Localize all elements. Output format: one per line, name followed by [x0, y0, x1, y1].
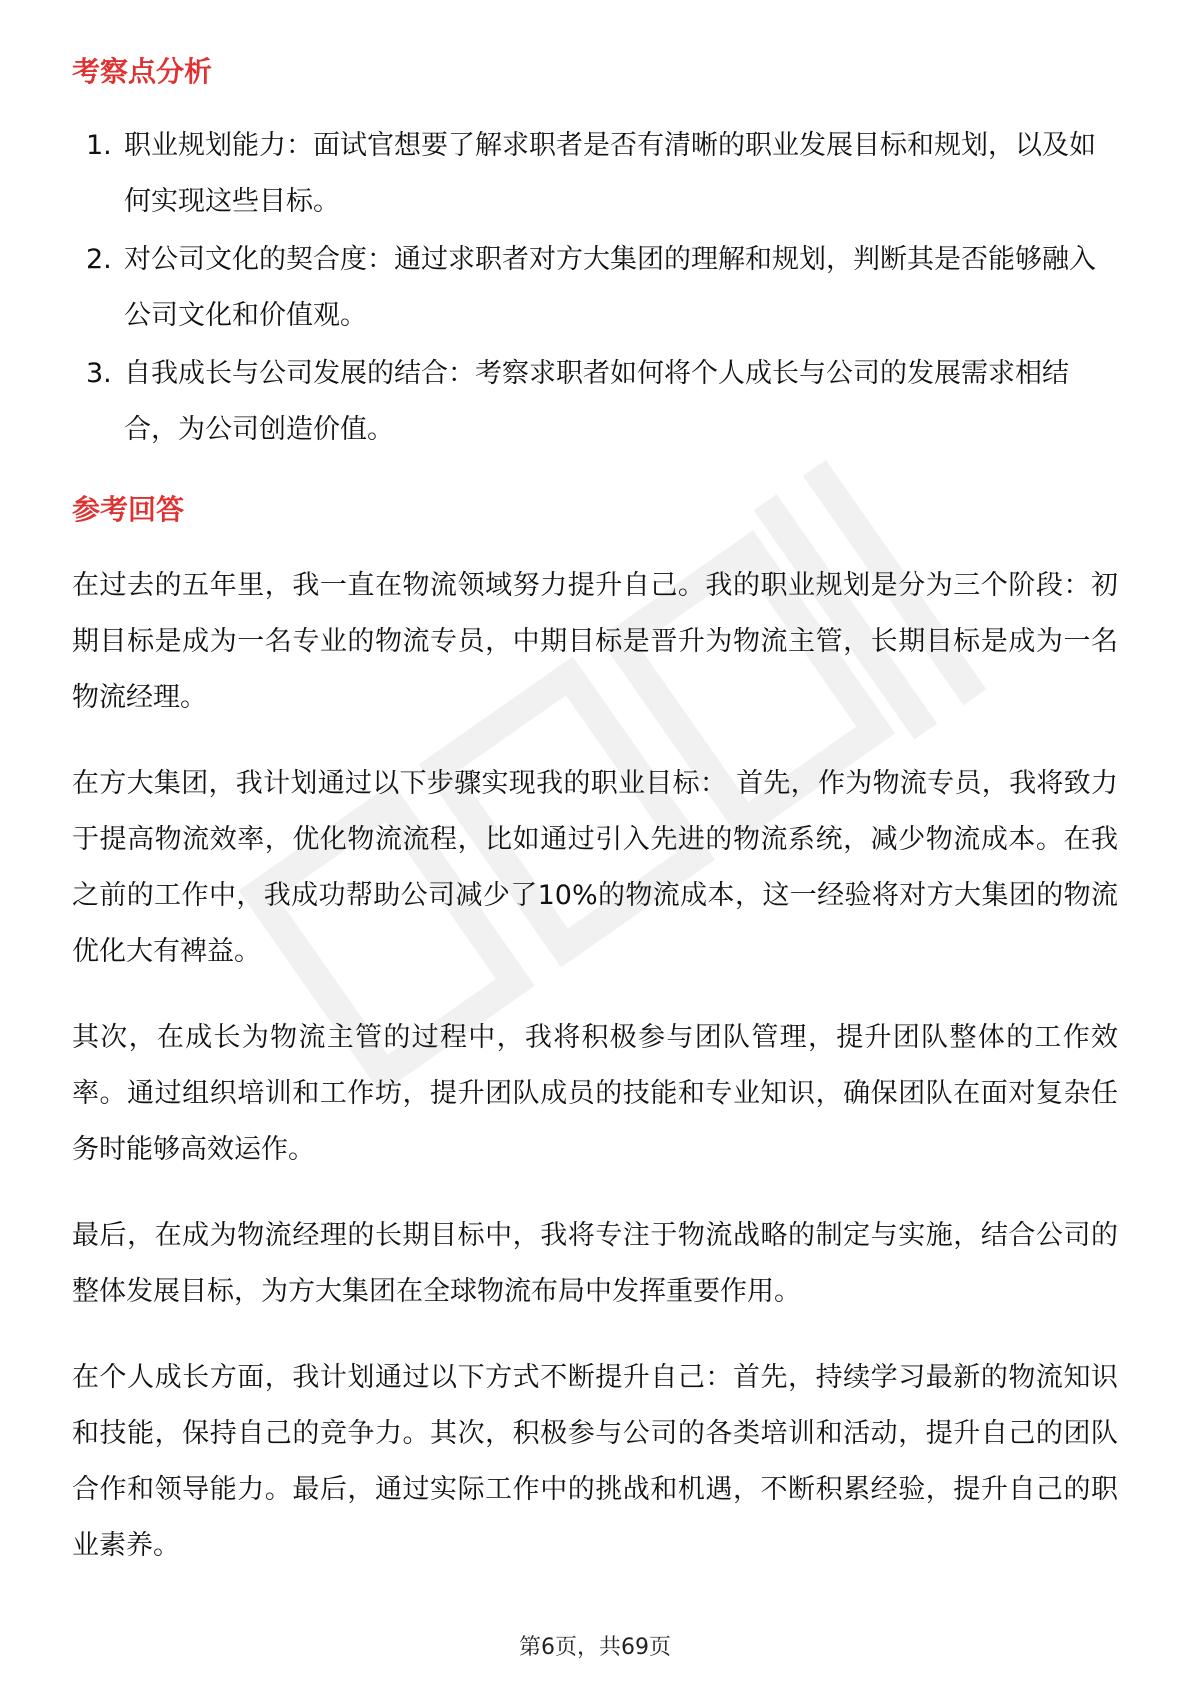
list-text: 对公司文化的契合度：通过求职者对方大集团的理解和规划，判断其是否能够融入公司文化和价值观。	[124, 244, 1096, 331]
analysis-list	[72, 118, 1118, 460]
answer-paragraph: 其次，在成长为物流主管的过程中，我将积极参与团队管理，提升团队整体的工作效率。通过组织培训和工作坊，提升团队成员的技能和专业知识，确保团队在面对复杂任务时能够高效运作。	[72, 1022, 1118, 1165]
section-title-answer: 参考回答	[72, 493, 185, 526]
list-item	[72, 232, 1118, 344]
answer-paragraph: 在过去的五年里，我一直在物流领域努力提升自己。我的职业规划是分为三个阶段：初期目标是成为一名专业的物流专员，中期目标是晋升为物流主管，长期目标是成为一名物流经理。	[72, 570, 1118, 713]
list-item	[72, 118, 1118, 230]
list-text: 职业规划能力：面试官想要了解求职者是否有清晰的职业发展目标和规划，以及如何实现这些目标。	[124, 130, 1096, 217]
list-number: 1.	[86, 130, 112, 161]
answer-paragraph: 在方大集团，我计划通过以下步骤实现我的职业目标： 首先，作为物流专员，我将致力于提高物流效率，优化物流流程，比如通过引入先进的物流系统，减少物流成本。在我之前的工作中，我成功帮助公司减少了10%的物流成本，这一经验将对方大集团的物流优化大有裨益。	[72, 768, 1118, 967]
answer-paragraph: 在个人成长方面，我计划通过以下方式不断提升自己：首先，持续学习最新的物流知识和技能，保持自己的竞争力。其次，积极参与公司的各类培训和活动，提升自己的团队合作和领导能力。最后，通过实际工作中的挑战和机遇，不断积累经验，提升自己的职业素养。	[72, 1362, 1118, 1561]
list-number: 2.	[86, 244, 112, 275]
page-number: 第6页，共69页	[519, 1635, 671, 1660]
list-text: 自我成长与公司发展的结合：考察求职者如何将个人成长与公司的发展需求相结合，为公司创造价值。	[124, 358, 1069, 445]
answer-body	[72, 558, 1118, 1604]
list-number: 3.	[86, 358, 112, 389]
answer-paragraph: 最后，在成为物流经理的长期目标中，我将专注于物流战略的制定与实施，结合公司的整体发展目标，为方大集团在全球物流布局中发挥重要作用。	[72, 1220, 1118, 1307]
section-title-analysis: 考察点分析	[72, 55, 213, 88]
list-item	[72, 346, 1118, 458]
